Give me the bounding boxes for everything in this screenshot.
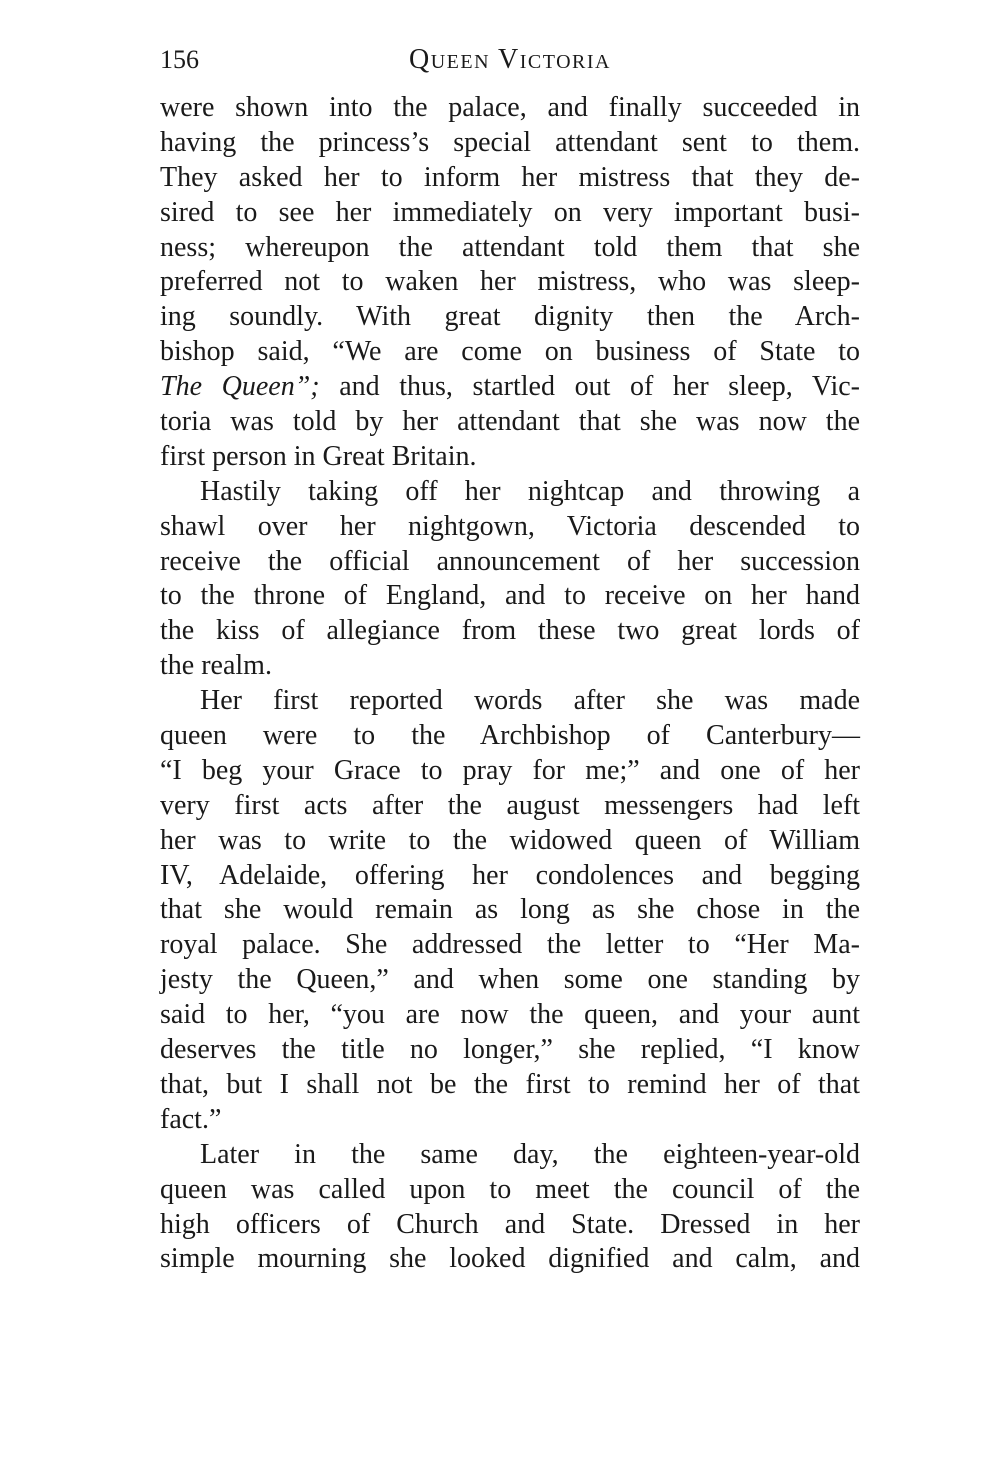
- text-line: ing soundly. With great dignity then the Arch-: [160, 301, 860, 333]
- text-line: her was to write to the widowed queen of William: [160, 824, 860, 856]
- text-line: simple mourning she looked dignified and calm, and: [160, 1243, 860, 1275]
- text-line: jesty the Queen,” and when some one standing by: [160, 964, 860, 996]
- line-text: and thus, startled out of her sleep, Vic-: [319, 371, 860, 403]
- text-line: said to her, “you are now the queen, and your aunt: [160, 999, 860, 1031]
- text-line: toria was told by her attendant that she was now the: [160, 406, 860, 438]
- italic-phrase: The Queen”;: [160, 371, 320, 403]
- text-line: bishop said, “We are come on business of State to: [160, 336, 860, 368]
- body-text: [160, 91, 860, 1277]
- text-line: to the throne of England, and to receive on her hand: [160, 580, 860, 612]
- text-line: queen was called upon to meet the council of the: [160, 1173, 860, 1205]
- text-line: receive the official announcement of her succession: [160, 545, 860, 577]
- text-line: were shown into the palace, and finally succeeded in: [160, 92, 860, 123]
- text-line: They asked her to inform her mistress that they de-: [160, 161, 860, 193]
- text-line: royal palace. She addressed the letter to “Her Ma-: [160, 929, 860, 961]
- text-line: queen were to the Archbishop of Canterbury—: [160, 720, 860, 752]
- text-line: shawl over her nightgown, Victoria descended to: [160, 510, 860, 542]
- text-line: first person in Great Britain.: [160, 440, 477, 472]
- running-title: Queen Victoria: [409, 44, 611, 75]
- text-line: that, but I shall not be the first to remind her of that: [160, 1068, 860, 1100]
- text-line: ness; whereupon the attendant told them that she: [160, 231, 860, 263]
- text-line: high officers of Church and State. Dressed in her: [160, 1208, 860, 1240]
- text-line: [160, 370, 860, 405]
- text-line: the realm.: [160, 650, 272, 682]
- text-line: the kiss of allegiance from these two great lords of: [160, 615, 860, 647]
- page-number: 156: [160, 45, 199, 74]
- text-line: IV, Adelaide, offering her condolences and begging: [160, 859, 860, 891]
- running-head: [160, 40, 860, 80]
- text-line: deserves the title no longer,” she replied, “I know: [160, 1034, 860, 1066]
- text-line: Hastily taking off her nightcap and throwing a: [200, 475, 860, 507]
- text-line: Later in the same day, the eighteen-year-old: [200, 1138, 860, 1170]
- text-line: sired to see her immediately on very important busi-: [160, 196, 860, 228]
- text-line: having the princess’s special attendant sent to them.: [160, 126, 860, 158]
- text-line: very first acts after the august messengers had left: [160, 789, 860, 821]
- text-line: Her first reported words after she was made: [200, 685, 860, 717]
- text-line: preferred not to waken her mistress, who was sleep-: [160, 266, 860, 298]
- text-line: that she would remain as long as she chose in the: [160, 894, 860, 926]
- text-line: fact.”: [160, 1103, 222, 1135]
- text-line: “I beg your Grace to pray for me;” and one of her: [160, 754, 860, 786]
